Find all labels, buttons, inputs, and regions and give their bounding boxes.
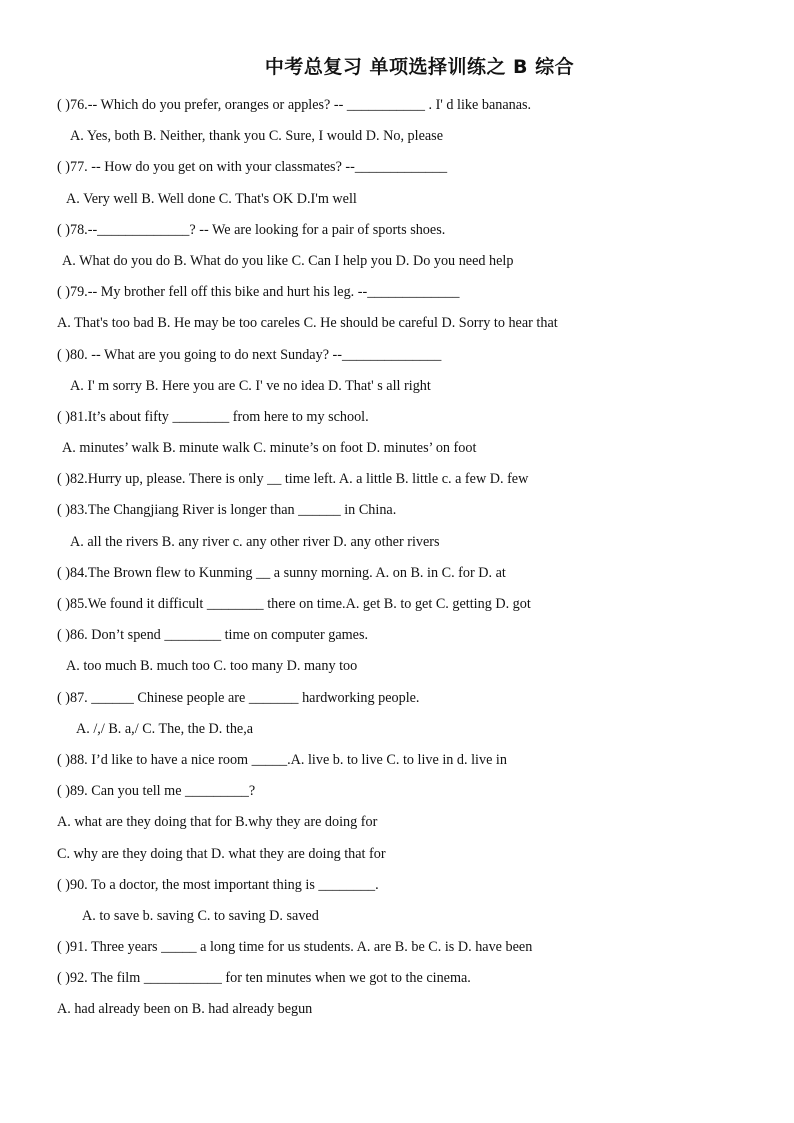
question-line: ( )79.-- My brother fell off this bike and hurt his leg. --_____________ bbox=[57, 284, 460, 301]
options-line: C. why are they doing that D. what they are doing that for bbox=[57, 845, 386, 862]
question-line: ( )85.We found it difficult ________ there on time.A. get B. to get C. getting D. got bbox=[57, 596, 531, 612]
question-list bbox=[0, 92, 794, 1028]
options-line: A. Yes, both B. Neither, thank you C. Sure, I would D. No, please bbox=[70, 128, 444, 145]
options-line: A. I' m sorry B. Here you are C. I' ve no idea D. That' s all right bbox=[70, 377, 431, 394]
options-line: A. That's too bad B. He may be too careles C. He should be careful D. Sorry to hear that bbox=[57, 315, 558, 332]
question-line: ( )92. The film ___________ for ten minutes when we got to the cinema. bbox=[57, 970, 471, 987]
question-line: ( )84.The Brown flew to Kunming __ a sunny morning. A. on B. in C. for D. at bbox=[57, 564, 506, 581]
question-line: ( )80. -- What are you going to do next Sunday? --______________ bbox=[57, 346, 442, 363]
question-line: ( )78.--_____________? -- We are looking for a pair of sports shoes. bbox=[57, 221, 446, 238]
question-line: ( )83.The Changjiang River is longer than ______ in China. bbox=[57, 502, 397, 519]
options-line: A. What do you do B. What do you like C. Can I help you D. Do you need help bbox=[62, 252, 514, 269]
options-line: A. to save b. saving C. to saving D. saved bbox=[82, 907, 319, 924]
question-line: ( )81.It’s about fifty ________ from here to my school. bbox=[57, 408, 369, 425]
question-line: ( )86. Don’t spend ________ time on computer games. bbox=[57, 627, 369, 644]
page-title: 中考总复习 单项选择训练之 B 综合 bbox=[264, 56, 575, 78]
options-line: A. had already been on B. had already begun bbox=[57, 1001, 313, 1018]
options-line: A. too much B. much too C. too many D. many too bbox=[66, 658, 358, 675]
question-line: ( )90. To a doctor, the most important thing is ________. bbox=[57, 876, 379, 893]
question-line: ( )89. Can you tell me _________? bbox=[57, 783, 256, 800]
question-line: ( )77. -- How do you get on with your classmates? --_____________ bbox=[57, 159, 448, 176]
options-line: A. Very well B. Well done C. That's OK D.I'm well bbox=[66, 190, 357, 207]
options-line: A. what are they doing that for B.why they are doing for bbox=[57, 814, 378, 831]
options-line: A. /,/ B. a,/ C. The, the D. the,a bbox=[76, 720, 254, 737]
question-line: ( )82.Hurry up, please. There is only __ time left. A. a little B. little c. a few D. few bbox=[57, 471, 529, 488]
options-line: A. minutes’ walk B. minute walk C. minute’s on foot D. minutes’ on foot bbox=[62, 440, 477, 457]
question-line: ( )87. ______ Chinese people are _______ hardworking people. bbox=[57, 689, 420, 706]
question-line: ( )88. I’d like to have a nice room _____.A. live b. to live C. to live in d. live in bbox=[57, 751, 507, 768]
options-line: A. all the rivers B. any river c. any other river D. any other rivers bbox=[70, 533, 440, 550]
question-line: ( )91. Three years _____ a long time for us students. A. are B. be C. is D. have been bbox=[57, 939, 533, 956]
question-line: ( )76.-- Which do you prefer, oranges or apples? -- ___________ . I' d like bananas. bbox=[57, 97, 532, 113]
